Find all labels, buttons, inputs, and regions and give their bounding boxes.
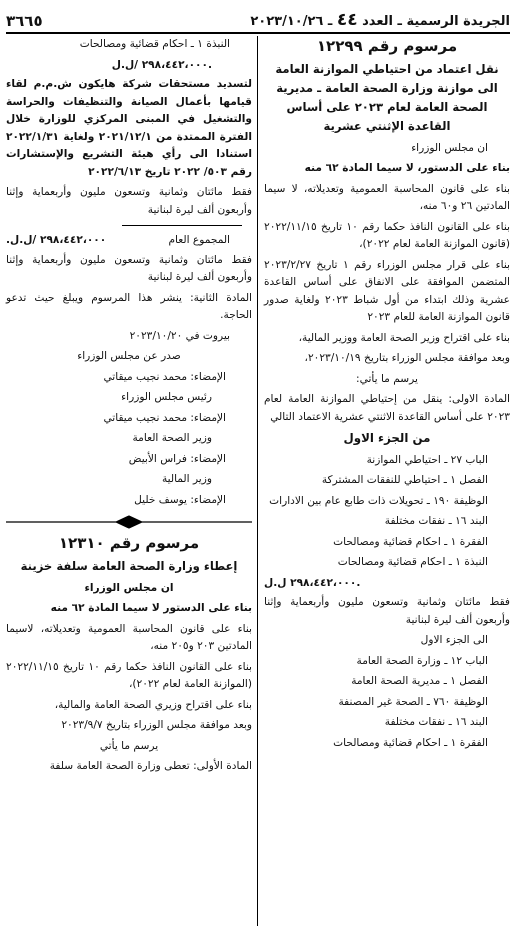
divider-rule (122, 225, 242, 226)
health-minister-title: وزير الصحة العامة (132, 432, 212, 444)
function-190: الوظيفة ١٩٠ ـ تحويلات ذات طابع عام بين الادارات (269, 494, 488, 507)
sub-1-cont: النبذة ١ ـ احكام قضائية ومصالحات (79, 38, 230, 50)
amount-cont: ٢٩٨،٤٤٢،٠٠٠ /ل.ل. (111, 58, 212, 71)
signature-4: الإمضاء: يوسف خليل (134, 493, 226, 506)
basis-cabinet: بناء على قرار مجلس الوزراء رقم ١ تاريخ ٢٠٢٣/٢/٢٧ المتضمن الموافقة على الانفاق على أساس القاعدة عشرية وذلك ابتداء من أول شباط ٢٠٢٣ ولغاية صدور قانون الموازنة العامة للعام ٢٠٢٣ (264, 258, 510, 323)
decree-2-subject: إعطاء وزارة الصحة العامة سلفة خزينة (20, 558, 238, 573)
amount: ٢٩٨،٤٤٢،٠٠٠ ل.ل. (264, 576, 361, 589)
to-part: الى الجزء الاول (420, 634, 488, 646)
decrees-line: يرسم ما يأتي: (356, 372, 418, 385)
section-ornament (6, 515, 252, 529)
basis-accounting: بناء على قانون المحاسبة العمومية وتعديلاته، لا سيما المادتين ٢٦ و٦٠ منه، (264, 182, 510, 212)
from-part: من الجزء الاول (343, 431, 431, 445)
basis-approval: وبعد موافقة مجلس الوزراء بتاريخ ٢٠٢٣/١٠/١٩، (304, 352, 510, 364)
decree-subject: نقل اعتماد من احتياطي الموازنة العامة الى موازنة وزارة الصحة العامة ـ مديرية الصحة العامة لعام ٢٠٢٣ على أساس القاعدة الإثنتي عشرية (275, 61, 499, 133)
signature-2: الإمضاء: محمد نجيب ميقاتي (103, 411, 226, 424)
article-one-2: المادة الأولى: تعطى وزارة الصحة العامة سلفة (49, 760, 252, 772)
item-16: البند ١٦ ـ نفقات مختلفة (384, 515, 488, 527)
council-line-2: ان مجلس الوزراء (84, 581, 174, 594)
issued-by: صدر عن مجلس الوزراء (77, 350, 181, 362)
ornament-graphic (6, 515, 252, 529)
page-number: ٣٦٦٥ (6, 12, 43, 30)
sub-1: النبذة ١ ـ احكام قضائية ومصالحات (337, 556, 488, 568)
finance-minister-title: وزير المالية (161, 473, 212, 485)
decree-title: مرسوم رقم ١٢٢٩٩ (316, 37, 458, 55)
total-row (6, 232, 252, 250)
total-amount: ٢٩٨،٤٤٢،٠٠٠ /ل.ل. (6, 234, 107, 246)
article-two: المادة الثانية: ينشر هذا المرسوم ويبلغ حيث تدعو الحاجة. (6, 291, 252, 321)
page-header (6, 4, 510, 34)
chapter-12: الباب ١٢ ـ وزارة الصحة العامة (356, 654, 488, 667)
right-column (264, 36, 510, 926)
left-column (6, 36, 252, 926)
section-directorate: الفصل ١ ـ مديرية الصحة العامة (351, 675, 488, 687)
decree-2-title: مرسوم رقم ١٢٣١٠ (58, 534, 200, 552)
total-words: فقط مائتان وثمانية وتسعون مليون وأربعماية وإثنا وأربعون ألف ليرة لبنانية (6, 253, 252, 283)
place-date: بيروت في ٢٠٢٣/١٠/٢٠ (129, 329, 230, 342)
basis-constitution-2: بناء على الدستور لا سيما المادة ٦٢ منه (50, 602, 252, 614)
issue-date: ـ ٢٠٢٣/١٠/٢٦ (250, 14, 333, 29)
function-760: الوظيفة ٧٦٠ ـ الصحة غير المصنفة (338, 695, 488, 708)
basis-proposal-2: بناء على اقتراح وزيري الصحة العامة والمالية، (54, 698, 252, 711)
article-one: المادة الاولى: ينقل من إحتياطي الموازنة العامة لعام ٢٠٢٣ على أساس القاعدة الاثنتي عشرية الاعتماد التالي (264, 393, 510, 423)
basis-accounting-2: بناء على قانون المحاسبة العمومية وتعديلاته، لاسيما المادتين ٢٠٣ و٢٠٥ منه، (6, 622, 252, 652)
paragraph-1-b: الفقرة ١ ـ احكام قضائية ومصالحات (333, 736, 488, 749)
paragraph-1: الفقرة ١ ـ احكام قضائية ومصالحات (333, 535, 488, 548)
section-1: الفصل ١ ـ احتياطي للنفقات المشتركة (321, 474, 488, 486)
basis-constitution: بناء على الدستور، لا سيما المادة ٦٢ منه (304, 162, 510, 174)
basis-law-2: بناء على القانون النافذ حكما رقم ١٠ تاريخ ٢٠٢٢/١١/١٥ (الموازنة العامة لعام ٢٠٢٢)، (6, 660, 252, 690)
council-line: ان مجلس الوزراء (411, 141, 488, 154)
basis-approval-2: وبعد موافقة مجلس الوزراء بتاريخ ٢٠٢٣/٩/٧ (61, 719, 252, 731)
chapter-27: الباب ٢٧ ـ احتياطي الموازنة (366, 453, 488, 466)
item-16-b: البند ١٦ ـ نفقات مختلفة (384, 716, 488, 728)
issue-number: ٤٤ (336, 10, 358, 30)
basis-proposal: بناء على اقتراح وزير الصحة العامة ووزير المالية، (298, 331, 510, 344)
purpose-text: لتسديد مستحقات شركة هايكون ش.م.م لقاء قيامها بأعمال الصيانة والتنظيفات والحراسة والتشغيل في المبنى المركزي للوزارة خلال الفترة الممتدة من ٢٠٢١/١٢/١ ولغاية ٢٠٢٢/١/٣١ استنادا الى رأي هيئة التشريع والإستشارات رقم ٥٠٣/ ٢٠٢٢ تاريخ ٢٠٢٢/٦/١٣ (6, 78, 252, 178)
total-label: المجموع العام (168, 234, 230, 246)
journal-name: الجريدة الرسمية ـ العدد (362, 14, 510, 29)
column-divider (257, 36, 258, 926)
header-journal-info (250, 10, 510, 30)
signature-3: الإمضاء: فراس الأبيض (128, 452, 226, 465)
basis-law: بناء على القانون النافذ حكما رقم ١٠ تاريخ ٢٠٢٢/١١/١٥ (قانون الموازنة العامة لعام ٢٠٢٢)، (264, 220, 510, 250)
decrees-line-2: يرسم ما يأتي (99, 739, 159, 752)
amount-words: فقط مائتان وثمانية وتسعون مليون وأربعماية وإثنا وأربعون ألف ليرة لبنانية (264, 596, 510, 626)
pm-title: رئيس مجلس الوزراء (121, 391, 212, 403)
signature-1: الإمضاء: محمد نجيب ميقاتي (103, 370, 226, 383)
amount-words-cont: فقط مائتان وثمانية وتسعون مليون وأربعماية وإثنا وأربعون ألف ليرة لبنانية (6, 186, 252, 216)
